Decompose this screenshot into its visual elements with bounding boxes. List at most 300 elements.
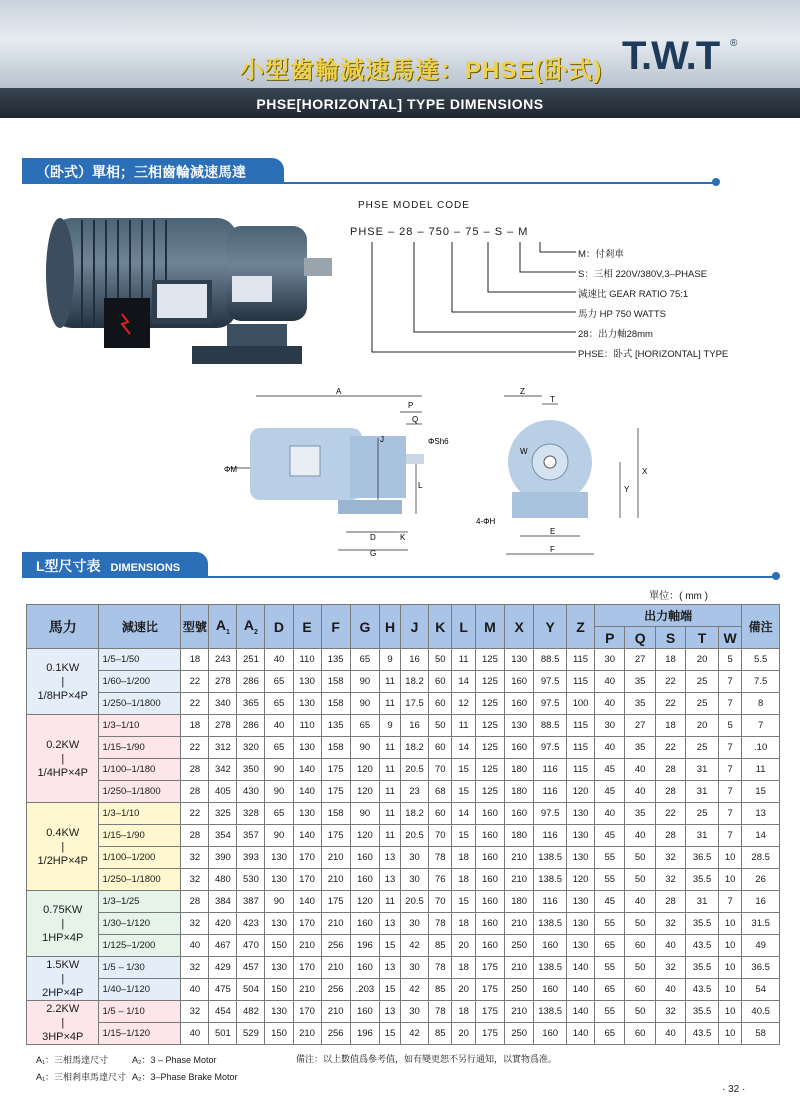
value-cell: 278 — [209, 671, 237, 693]
value-cell: 32 — [655, 913, 685, 935]
col-header-shaft-s: S — [655, 627, 685, 649]
value-cell: 16 — [742, 891, 780, 913]
value-cell: 286 — [237, 715, 265, 737]
value-cell: 170 — [293, 1001, 321, 1023]
col-header: J — [401, 605, 429, 649]
value-cell: 130 — [293, 693, 321, 715]
model-code-label: 減速比 GEAR RATIO 75:1 — [578, 289, 689, 300]
model-code-block — [350, 196, 770, 366]
value-cell: 23 — [401, 781, 429, 803]
value-cell: 25 — [686, 803, 719, 825]
ratio-cell: 1/100–1/180 — [99, 759, 181, 781]
value-cell: 175 — [475, 1001, 504, 1023]
value-cell: 45 — [595, 759, 625, 781]
value-cell: 130 — [567, 891, 595, 913]
value-cell: 115 — [567, 715, 595, 737]
value-cell: 28 — [181, 891, 209, 913]
value-cell: 130 — [265, 913, 293, 935]
value-cell: 256 — [321, 1023, 350, 1045]
value-cell: 78 — [429, 913, 452, 935]
value-cell: 138.5 — [534, 869, 567, 891]
value-cell: 170 — [293, 847, 321, 869]
dim-label-y: Y — [624, 485, 630, 494]
value-cell: 11 — [380, 825, 401, 847]
dim-label-w: W — [520, 447, 528, 456]
value-cell: 45 — [595, 891, 625, 913]
value-cell: 342 — [209, 759, 237, 781]
value-cell: 160 — [475, 869, 504, 891]
value-cell: 15 — [452, 825, 475, 847]
value-cell: 50 — [429, 715, 452, 737]
value-cell: 35.5 — [686, 913, 719, 935]
value-cell: 10 — [718, 957, 741, 979]
model-code-label: M：付剎車 — [578, 249, 624, 260]
value-cell: 140 — [293, 759, 321, 781]
col-header-a2 — [237, 605, 265, 649]
value-cell: 110 — [293, 649, 321, 671]
brand-logo: T.W.T — [622, 34, 720, 78]
value-cell: 40 — [265, 715, 293, 737]
value-cell: 36.5 — [686, 847, 719, 869]
value-cell: 30 — [401, 913, 429, 935]
value-cell: 27 — [625, 649, 655, 671]
value-cell: 20.5 — [401, 891, 429, 913]
table-row — [27, 715, 780, 737]
footnote-row — [36, 1052, 238, 1069]
value-cell: 54 — [742, 979, 780, 1001]
value-cell: 40 — [595, 693, 625, 715]
value-cell: 320 — [237, 737, 265, 759]
value-cell: 5 — [718, 715, 741, 737]
col-header-model: 型號 — [181, 605, 209, 649]
value-cell: 50 — [625, 869, 655, 891]
value-cell: 140 — [293, 891, 321, 913]
hp-cell: 2.2KW | 3HP×4P — [27, 1001, 99, 1045]
dim-label-h: 4-ΦH — [476, 517, 496, 526]
dim-label-z: Z — [520, 388, 525, 396]
value-cell: 278 — [209, 715, 237, 737]
value-cell: 14 — [742, 825, 780, 847]
value-cell: 25 — [686, 737, 719, 759]
value-cell: 158 — [321, 671, 350, 693]
value-cell: 115 — [567, 649, 595, 671]
value-cell: 125 — [475, 649, 504, 671]
ratio-cell: 1/250–1/1800 — [99, 781, 181, 803]
value-cell: 28.5 — [742, 847, 780, 869]
value-cell: 26 — [742, 869, 780, 891]
value-cell: 250 — [505, 1023, 534, 1045]
value-cell: 32 — [181, 869, 209, 891]
value-cell: 22 — [181, 693, 209, 715]
value-cell: 196 — [350, 935, 379, 957]
section-heading-dimensions — [22, 552, 208, 578]
value-cell: 196 — [350, 1023, 379, 1045]
value-cell: 18 — [655, 649, 685, 671]
value-cell: 50 — [625, 913, 655, 935]
value-cell: 390 — [209, 847, 237, 869]
value-cell: 70 — [429, 891, 452, 913]
table-row — [27, 1023, 780, 1045]
value-cell: 7 — [742, 715, 780, 737]
value-cell: 50 — [429, 649, 452, 671]
value-cell: 20 — [686, 715, 719, 737]
remark-text: 備注：以上數值爲參考值，如有變更恕不另行通知，以實物爲准。 — [296, 1054, 558, 1064]
value-cell: 210 — [505, 913, 534, 935]
footnote-row — [36, 1069, 238, 1086]
value-cell: 11 — [452, 649, 475, 671]
value-cell: 7.5 — [742, 671, 780, 693]
value-cell: 210 — [505, 847, 534, 869]
section-divider-dot — [712, 178, 720, 186]
value-cell: 10 — [718, 979, 741, 1001]
footnote-key: A₁：三相剎車馬達尺寸 — [36, 1072, 127, 1082]
table-header-row — [27, 605, 780, 627]
value-cell: 25 — [686, 693, 719, 715]
value-cell: 20 — [686, 649, 719, 671]
col-header: Y — [534, 605, 567, 649]
model-code-label: S：三相 220V/380V,3–PHASE — [578, 269, 708, 280]
value-cell: 40 — [655, 979, 685, 1001]
table-row — [27, 979, 780, 1001]
dim-label-e: E — [550, 527, 556, 536]
section-heading-motor: （卧式）單相；三相齒輪減速馬達 — [22, 158, 284, 184]
value-cell: 32 — [181, 1001, 209, 1023]
value-cell: 160 — [505, 671, 534, 693]
value-cell: 210 — [293, 935, 321, 957]
value-cell: 116 — [534, 825, 567, 847]
page-number: · 32 · — [722, 1084, 746, 1095]
value-cell: 130 — [265, 1001, 293, 1023]
value-cell: 35 — [625, 671, 655, 693]
value-cell: 210 — [505, 869, 534, 891]
value-cell: 22 — [181, 803, 209, 825]
value-cell: 504 — [237, 979, 265, 1001]
value-cell: 115 — [567, 737, 595, 759]
value-cell: 28 — [181, 781, 209, 803]
value-cell: 5.5 — [742, 649, 780, 671]
value-cell: 12 — [452, 693, 475, 715]
ratio-cell: 1/15–1/120 — [99, 1023, 181, 1045]
value-cell: 11 — [380, 803, 401, 825]
footnote-value: A₂：3 – Phase Motor — [132, 1055, 217, 1065]
value-cell: 160 — [350, 869, 379, 891]
dim-label-p: P — [408, 401, 414, 410]
value-cell: 31 — [686, 825, 719, 847]
ratio-cell: 1/60–1/200 — [99, 671, 181, 693]
value-cell: 28 — [655, 891, 685, 913]
value-cell: 457 — [237, 957, 265, 979]
value-cell: 65 — [350, 715, 379, 737]
ratio-cell: 1/40–1/120 — [99, 979, 181, 1001]
value-cell: 20 — [452, 979, 475, 1001]
table-row — [27, 1001, 780, 1023]
value-cell: 70 — [429, 759, 452, 781]
ratio-cell: 1/250–1/1800 — [99, 693, 181, 715]
value-cell: 14 — [452, 737, 475, 759]
value-cell: 7 — [718, 671, 741, 693]
col-header-a1-sub: 1 — [226, 628, 230, 636]
value-cell: 43.5 — [686, 1023, 719, 1045]
col-header-shaft-t: T — [686, 627, 719, 649]
hp-cell: 0.1KW | 1/8HP×4P — [27, 649, 99, 715]
value-cell: 160 — [475, 891, 504, 913]
value-cell: 90 — [350, 693, 379, 715]
value-cell: 65 — [265, 671, 293, 693]
value-cell: 30 — [401, 1001, 429, 1023]
value-cell: 18 — [655, 715, 685, 737]
value-cell: 8 — [742, 693, 780, 715]
value-cell: 530 — [237, 869, 265, 891]
value-cell: 60 — [625, 935, 655, 957]
hp-cell: 0.4KW | 1/2HP×4P — [27, 803, 99, 891]
value-cell: 40 — [625, 759, 655, 781]
value-cell: 140 — [567, 1001, 595, 1023]
value-cell: 160 — [475, 913, 504, 935]
model-code-label: 28：出力軸28mm — [578, 329, 653, 340]
value-cell: 60 — [625, 979, 655, 1001]
value-cell: 160 — [350, 913, 379, 935]
dim-label-g: G — [370, 549, 377, 558]
value-cell: 175 — [321, 781, 350, 803]
value-cell: 116 — [534, 759, 567, 781]
value-cell: 13 — [380, 1001, 401, 1023]
value-cell: 7 — [718, 781, 741, 803]
value-cell: 175 — [321, 825, 350, 847]
col-header: M — [475, 605, 504, 649]
col-header: H — [380, 605, 401, 649]
subtitle-bar — [0, 88, 800, 118]
value-cell: 256 — [321, 979, 350, 1001]
value-cell: 42 — [401, 979, 429, 1001]
value-cell: 32 — [655, 847, 685, 869]
model-code-title: PHSE MODEL CODE — [358, 200, 470, 211]
value-cell: 90 — [265, 825, 293, 847]
value-cell: 40 — [595, 671, 625, 693]
value-cell: 28 — [655, 825, 685, 847]
section-divider — [22, 576, 774, 578]
dim-label-x: X — [642, 467, 648, 476]
hp-cell: 1.5KW | 2HP×4P — [27, 957, 99, 1001]
unit-label: 單位：( mm ) — [649, 591, 708, 602]
value-cell: 20 — [452, 935, 475, 957]
value-cell: 35 — [625, 803, 655, 825]
value-cell: 60 — [625, 1023, 655, 1045]
value-cell: 130 — [567, 847, 595, 869]
value-cell: 357 — [237, 825, 265, 847]
value-cell: 175 — [475, 957, 504, 979]
value-cell: 384 — [209, 891, 237, 913]
value-cell: 160 — [475, 803, 504, 825]
value-cell: 40.5 — [742, 1001, 780, 1023]
value-cell: 50 — [625, 1001, 655, 1023]
value-cell: 31 — [686, 781, 719, 803]
value-cell: 130 — [567, 825, 595, 847]
value-cell: 125 — [475, 693, 504, 715]
value-cell: 15 — [742, 781, 780, 803]
value-cell: 210 — [293, 1023, 321, 1045]
value-cell: 18.2 — [401, 737, 429, 759]
value-cell: 170 — [293, 913, 321, 935]
col-header-note: 備注 — [742, 605, 780, 649]
value-cell: 49 — [742, 935, 780, 957]
table-row — [27, 693, 780, 715]
ratio-cell: 1/5–1/50 — [99, 649, 181, 671]
col-header-ratio: 減速比 — [99, 605, 181, 649]
value-cell: 13 — [380, 847, 401, 869]
table-row — [27, 825, 780, 847]
col-header: L — [452, 605, 475, 649]
table-row — [27, 649, 780, 671]
value-cell: 32 — [181, 847, 209, 869]
value-cell: 15 — [452, 759, 475, 781]
value-cell: 175 — [475, 979, 504, 1001]
value-cell: 110 — [293, 715, 321, 737]
value-cell: 16 — [401, 649, 429, 671]
value-cell: 175 — [321, 891, 350, 913]
value-cell: 429 — [209, 957, 237, 979]
value-cell: 18 — [452, 869, 475, 891]
value-cell: 97.5 — [534, 671, 567, 693]
value-cell: 125 — [475, 671, 504, 693]
value-cell: 135 — [321, 715, 350, 737]
motor-photo — [42, 206, 342, 372]
value-cell: 160 — [475, 847, 504, 869]
value-cell: 25 — [686, 671, 719, 693]
ratio-cell: 1/3–1/10 — [99, 715, 181, 737]
value-cell: 22 — [181, 737, 209, 759]
value-cell: 22 — [655, 671, 685, 693]
col-header: E — [293, 605, 321, 649]
footnote-value: A₂：3–Phase Brake Motor — [132, 1072, 238, 1082]
value-cell: 65 — [265, 803, 293, 825]
dim-label-q: Q — [412, 415, 419, 424]
value-cell: 13 — [380, 869, 401, 891]
value-cell: 18 — [181, 715, 209, 737]
value-cell: 90 — [350, 671, 379, 693]
dimensions-table — [26, 604, 780, 1045]
value-cell: 35 — [625, 737, 655, 759]
value-cell: 35.5 — [686, 869, 719, 891]
value-cell: 97.5 — [534, 693, 567, 715]
value-cell: 55 — [595, 913, 625, 935]
value-cell: 18 — [181, 649, 209, 671]
footnotes — [36, 1052, 238, 1086]
value-cell: 40 — [625, 825, 655, 847]
value-cell: 18 — [452, 847, 475, 869]
dim-label-t: T — [550, 395, 555, 404]
value-cell: 160 — [350, 847, 379, 869]
value-cell: 43.5 — [686, 935, 719, 957]
value-cell: 88.5 — [534, 715, 567, 737]
value-cell: 350 — [237, 759, 265, 781]
value-cell: 7 — [718, 825, 741, 847]
value-cell: 130 — [293, 803, 321, 825]
value-cell: 210 — [321, 847, 350, 869]
value-cell: 120 — [567, 781, 595, 803]
value-cell: 90 — [265, 891, 293, 913]
table-row — [27, 891, 780, 913]
col-header: D — [265, 605, 293, 649]
value-cell: 130 — [265, 957, 293, 979]
value-cell: 140 — [293, 781, 321, 803]
value-cell: 420 — [209, 913, 237, 935]
value-cell: 5 — [718, 649, 741, 671]
value-cell: 13 — [380, 913, 401, 935]
footnote-key: A₁：三相馬達尺寸 — [36, 1055, 109, 1065]
value-cell: 529 — [237, 1023, 265, 1045]
value-cell: 60 — [429, 737, 452, 759]
value-cell: 90 — [350, 737, 379, 759]
value-cell: 10 — [718, 869, 741, 891]
value-cell: 31 — [686, 759, 719, 781]
value-cell: 7 — [718, 737, 741, 759]
value-cell: 65 — [595, 1023, 625, 1045]
value-cell: 42 — [401, 1023, 429, 1045]
value-cell: 18.2 — [401, 803, 429, 825]
value-cell: 16 — [401, 715, 429, 737]
value-cell: 10 — [718, 1001, 741, 1023]
value-cell: 40 — [265, 649, 293, 671]
value-cell: 160 — [534, 1023, 567, 1045]
dim-label-a: A — [336, 388, 342, 396]
dim-label-j: J — [380, 435, 384, 444]
value-cell: 60 — [429, 803, 452, 825]
value-cell: 32 — [655, 1001, 685, 1023]
value-cell: 50 — [625, 847, 655, 869]
col-header: F — [321, 605, 350, 649]
value-cell: 251 — [237, 649, 265, 671]
value-cell: 40 — [181, 1023, 209, 1045]
dim-label-l: L — [418, 481, 423, 490]
value-cell: 28 — [655, 759, 685, 781]
value-cell: 125 — [475, 759, 504, 781]
front-view-drawing — [504, 396, 638, 554]
value-cell: 482 — [237, 1001, 265, 1023]
value-cell: 138.5 — [534, 847, 567, 869]
value-cell: 76 — [429, 869, 452, 891]
model-code-leaders — [350, 196, 580, 366]
value-cell: 180 — [505, 781, 534, 803]
value-cell: 138.5 — [534, 1001, 567, 1023]
value-cell: 158 — [321, 693, 350, 715]
value-cell: 30 — [595, 649, 625, 671]
value-cell: 13 — [380, 957, 401, 979]
col-header-hp: 馬力 — [27, 605, 99, 649]
value-cell: 140 — [567, 1023, 595, 1045]
value-cell: 150 — [265, 1023, 293, 1045]
value-cell: 28 — [181, 825, 209, 847]
page-header — [0, 0, 800, 88]
col-header-shaft-p: P — [595, 627, 625, 649]
value-cell: 10 — [718, 913, 741, 935]
dimension-diagrams — [220, 388, 660, 560]
value-cell: 9 — [380, 715, 401, 737]
ratio-cell: 1/100–1/200 — [99, 847, 181, 869]
table-row — [27, 781, 780, 803]
value-cell: 9 — [380, 649, 401, 671]
value-cell: 55 — [595, 869, 625, 891]
col-header-a2-sub: 2 — [254, 628, 258, 636]
dim-label-k: K — [400, 533, 406, 542]
value-cell: 210 — [505, 957, 534, 979]
col-header: X — [505, 605, 534, 649]
dimensions-table-body — [27, 649, 780, 1045]
value-cell: 15 — [380, 979, 401, 1001]
value-cell: 286 — [237, 671, 265, 693]
value-cell: 40 — [625, 781, 655, 803]
value-cell: 250 — [505, 935, 534, 957]
col-header-shaft-w: W — [718, 627, 741, 649]
